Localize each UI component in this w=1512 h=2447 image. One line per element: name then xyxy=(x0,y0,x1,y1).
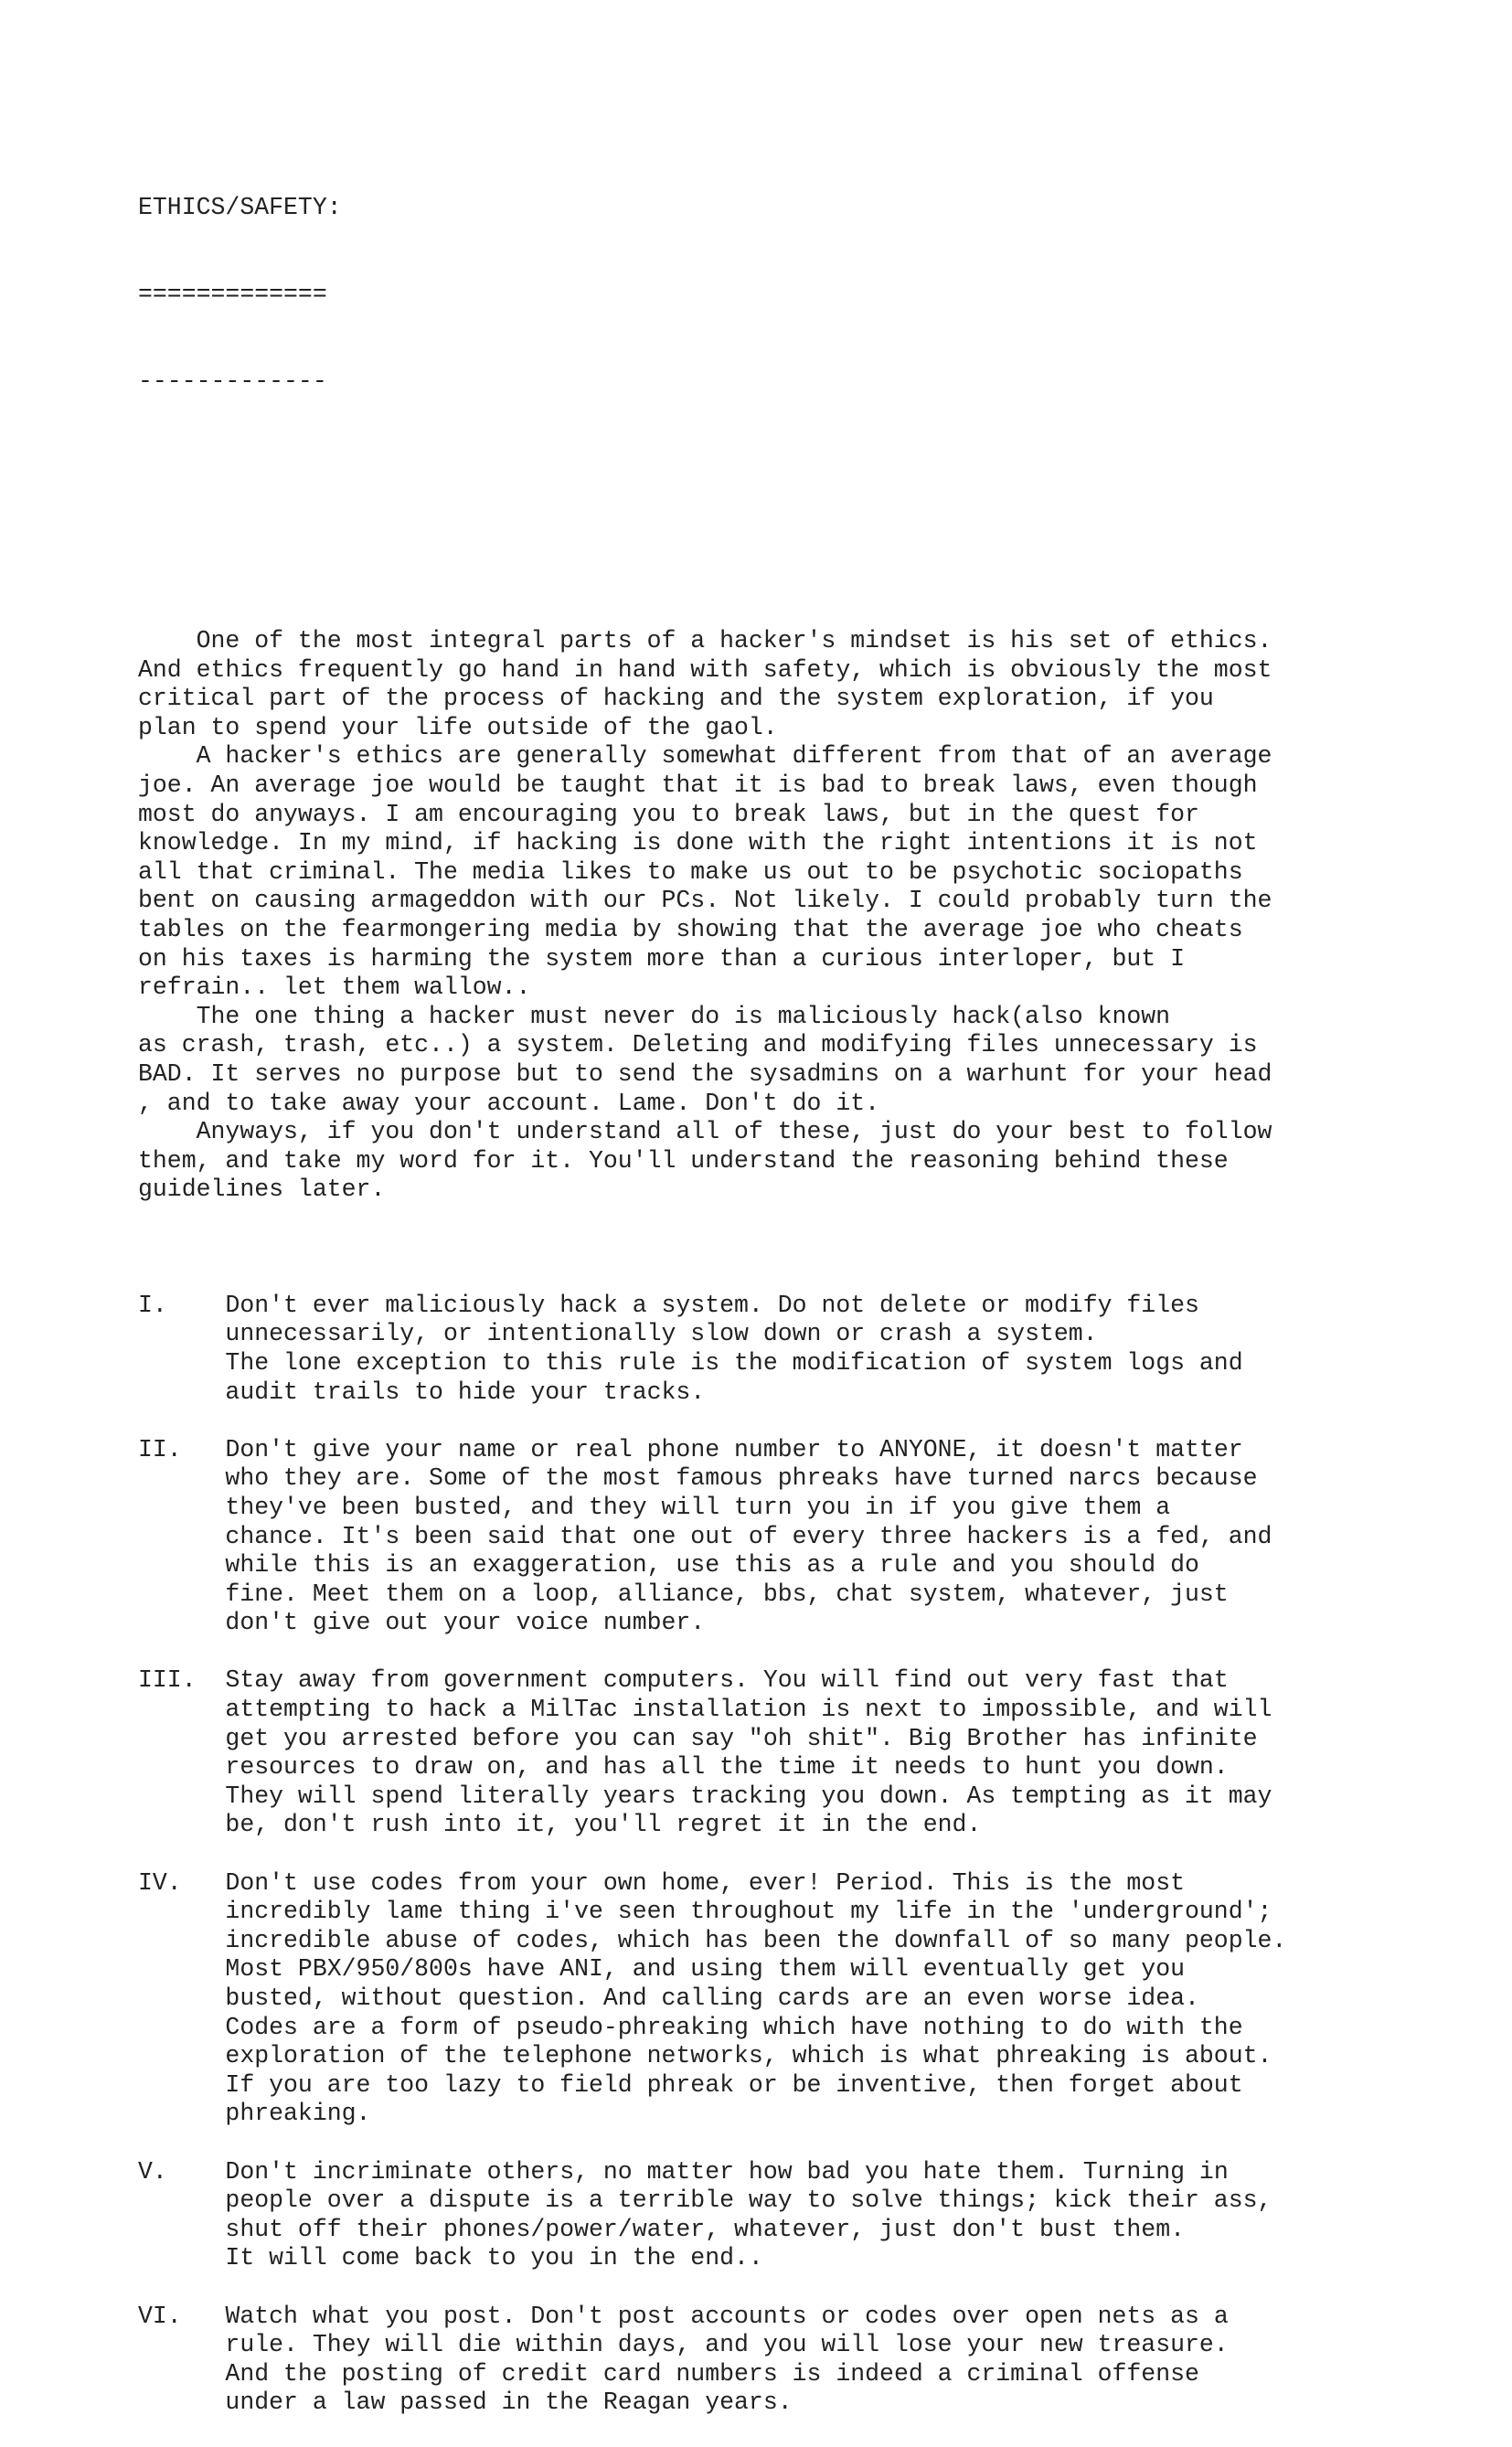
paragraph-line: all that criminal. The media likes to make us out to be psychotic sociopaths xyxy=(138,857,1243,886)
rule-indent xyxy=(138,1349,225,1377)
rule-text: Don't give your name or real phone number to ANYONE, it doesn't matter xyxy=(225,1435,1243,1463)
rule-indent xyxy=(138,2244,225,2271)
rule-line xyxy=(138,2303,1454,2332)
title-double-underline: ============= xyxy=(138,280,327,308)
rule-indent xyxy=(138,2360,225,2388)
title-single-underline: ------------- xyxy=(138,367,327,395)
rule-text: attempting to hack a MilTac installation is next to impossible, and will xyxy=(225,1696,1272,1724)
rule-line xyxy=(138,1320,1454,1349)
paragraph-line: refrain.. let them wallow.. xyxy=(138,973,531,1002)
paragraph-line: as crash, trash, etc..) a system. Deleting and modifying files unnecessary is xyxy=(138,1031,1258,1059)
rule-indent xyxy=(138,2071,225,2099)
paragraph-line: One of the most integral parts of a hacker's mindset is his set of ethics. xyxy=(138,627,1272,655)
rule-indent xyxy=(138,2014,225,2041)
rule-line xyxy=(138,1609,1454,1638)
rule-indent xyxy=(138,1378,225,1406)
rule-text: Stay away from government computers. You will find out very fast that xyxy=(225,1666,1229,1695)
paragraph-line: A hacker's ethics are generally somewhat different from that of an average xyxy=(138,742,1272,771)
rule-indent xyxy=(182,1436,226,1463)
paragraph-line: And ethics frequently go hand in hand with safety, which is obviously the most xyxy=(138,655,1272,684)
paragraph-line: BAD. It serves no purpose but to send the sysadmins on a warhunt for your head xyxy=(138,1060,1272,1088)
rule-line xyxy=(138,1753,1454,1782)
rule-text: Don't use codes from your own home, ever! Period. This is the most xyxy=(225,1868,1186,1897)
rule-line xyxy=(138,2100,1454,2129)
rule-item xyxy=(138,1292,1454,1407)
rule-indent xyxy=(138,1753,225,1781)
rule-text: they've been busted, and they will turn you in if you give them a xyxy=(225,1493,1171,1521)
rule-line xyxy=(138,1782,1454,1812)
rule-item xyxy=(138,1436,1454,1638)
spacer xyxy=(138,2273,1454,2303)
rule-indent xyxy=(138,1696,225,1723)
paragraph-line: critical part of the process of hacking and the system exploration, if you xyxy=(138,685,1214,713)
intro-paragraph xyxy=(138,1118,1454,1205)
rule-indent xyxy=(138,1984,225,2012)
rule-text: Don't incriminate others, no matter how bad you hate them. Turning in xyxy=(225,2157,1229,2186)
rule-line xyxy=(138,1378,1454,1408)
rule-numeral: II. xyxy=(138,1435,182,1463)
rule-text: be, don't rush into it, you'll regret it in the end. xyxy=(225,1811,982,1839)
rule-indent xyxy=(138,1955,225,1983)
rule-text: who they are. Some of the most famous phreaks have turned narcs because xyxy=(225,1464,1258,1493)
rule-text: And the posting of credit card numbers is indeed a criminal offense xyxy=(225,2359,1199,2388)
rule-text: Watch what you post. Don't post accounts or codes over open nets as a xyxy=(225,2302,1229,2330)
rule-line xyxy=(138,1811,1454,1840)
spacer xyxy=(138,2129,1454,2158)
rule-text: Codes are a form of pseudo-phreaking which have nothing to do with the xyxy=(225,2013,1243,2041)
rule-text: incredibly lame thing i've seen throughout my life in the 'underground'; xyxy=(225,1898,1272,1926)
rule-line xyxy=(138,2331,1454,2360)
rule-text: If you are too lazy to field phreak or be inventive, then forget about xyxy=(225,2070,1243,2099)
spacer xyxy=(138,1840,1454,1869)
rule-text: chance. It's been said that one out of every three hackers is a fed, and xyxy=(225,1522,1272,1550)
section-title: ETHICS/SAFETY: xyxy=(138,194,342,222)
spacer xyxy=(138,1262,1454,1292)
rule-item xyxy=(138,1869,1454,2129)
spacer xyxy=(138,1407,1454,1436)
rule-text: rule. They will die within days, and you will lose your new treasure. xyxy=(225,2331,1229,2359)
rule-indent xyxy=(138,2388,225,2416)
intro-text xyxy=(138,627,1454,1205)
rule-line xyxy=(138,1580,1454,1610)
rule-indent xyxy=(182,2303,226,2330)
rule-line xyxy=(138,2388,1454,2418)
spacer xyxy=(138,1638,1454,1667)
rule-indent xyxy=(138,2100,225,2127)
rule-line xyxy=(138,2216,1454,2245)
rule-indent xyxy=(167,1292,226,1319)
rule-text: exploration of the telephone networks, which is what phreaking is about. xyxy=(225,2042,1272,2070)
rule-line xyxy=(138,1349,1454,1378)
paragraph-line: tables on the fearmongering media by showing that the average joe who cheats xyxy=(138,916,1243,944)
rule-line xyxy=(138,2014,1454,2043)
rule-indent xyxy=(138,2186,225,2214)
rule-indent xyxy=(138,2331,225,2358)
rule-indent xyxy=(138,1551,225,1579)
paragraph-line: Anyways, if you don't understand all of these, just do your best to follow xyxy=(138,1118,1272,1146)
paragraph-line: , and to take away your account. Lame. Don't do it. xyxy=(138,1089,880,1117)
spacer xyxy=(138,540,1454,569)
rule-indent xyxy=(138,1464,225,1492)
rule-line xyxy=(138,2071,1454,2101)
rule-text: The lone exception to this rule is the modification of system logs and xyxy=(225,1348,1243,1377)
rule-text: busted, without question. And calling cards are an even worse idea. xyxy=(225,1984,1199,2012)
spacer xyxy=(138,454,1454,484)
intro-paragraph xyxy=(138,627,1454,742)
rule-text: fine. Meet them on a loop, alliance, bbs, chat system, whatever, just xyxy=(225,1580,1229,1608)
rule-indent xyxy=(197,1666,226,1694)
rule-indent xyxy=(138,2042,225,2069)
rule-indent xyxy=(138,1609,225,1636)
rule-line xyxy=(138,2186,1454,2216)
rule-indent xyxy=(138,1811,225,1838)
rule-line xyxy=(138,1551,1454,1580)
rule-indent xyxy=(138,2216,225,2243)
rule-line xyxy=(138,2244,1454,2273)
paragraph-line: them, and take my word for it. You'll understand the reasoning behind these xyxy=(138,1146,1229,1175)
intro-paragraph xyxy=(138,742,1454,1002)
rule-indent xyxy=(138,1320,225,1347)
rule-text: shut off their phones/power/water, whatever, just don't bust them. xyxy=(225,2215,1185,2243)
paragraph-line: plan to spend your life outside of the gaol. xyxy=(138,713,778,741)
rule-line xyxy=(138,1494,1454,1523)
rule-text: people over a dispute is a terrible way to solve things; kick their ass, xyxy=(225,2186,1272,2215)
rule-line xyxy=(138,1523,1454,1552)
rule-line xyxy=(138,2360,1454,2389)
rule-text: incredible abuse of codes, which has been the downfall of so many people. xyxy=(225,1926,1287,1954)
rule-line xyxy=(138,1464,1454,1494)
rule-numeral: VI. xyxy=(138,2302,182,2330)
rule-text: phreaking. xyxy=(225,2100,371,2128)
paragraph-line: The one thing a hacker must never do is maliciously hack(also known xyxy=(138,1002,1171,1030)
rule-numeral: IV. xyxy=(138,1868,182,1897)
rule-text: get you arrested before you can say "oh shit". Big Brother has infinite xyxy=(225,1724,1258,1752)
paragraph-line: on his taxes is harming the system more than a curious interloper, but I xyxy=(138,944,1185,973)
rule-indent xyxy=(138,1782,225,1810)
rule-line xyxy=(138,1436,1454,1465)
rule-indent xyxy=(138,1523,225,1550)
document-page xyxy=(138,136,1454,2447)
paragraph-line: knowledge. In my mind, if hacking is done with the right intentions it is not xyxy=(138,829,1258,857)
paragraph-line: most do anyways. I am encouraging you to break laws, but in the quest for xyxy=(138,800,1199,828)
paragraph-line: bent on causing armageddon with our PCs. Not likely. I could probably turn the xyxy=(138,887,1272,915)
rule-indent xyxy=(138,1580,225,1608)
rule-line xyxy=(138,1898,1454,1927)
paragraph-line: guidelines later. xyxy=(138,1176,386,1204)
rule-line xyxy=(138,1955,1454,1984)
rule-text: Most PBX/950/800s have ANI, and using them will eventually get you xyxy=(225,1955,1185,1984)
rule-line xyxy=(138,2158,1454,2187)
rule-line xyxy=(138,1927,1454,1956)
rules-list xyxy=(138,1262,1454,2418)
rule-line xyxy=(138,1984,1454,2014)
rule-indent xyxy=(138,1725,225,1752)
rule-indent xyxy=(138,1494,225,1521)
rule-indent xyxy=(167,2158,226,2186)
rule-numeral: V. xyxy=(138,2157,167,2186)
rule-text: while this is an exaggeration, use this as a rule and you should do xyxy=(225,1551,1199,1580)
rule-text: It will come back to you in the end.. xyxy=(225,2244,763,2272)
rule-line xyxy=(138,1869,1454,1899)
rule-line xyxy=(138,1696,1454,1725)
rule-text: under a law passed in the Reagan years. xyxy=(225,2388,793,2417)
rule-line xyxy=(138,2042,1454,2071)
paragraph-line: joe. An average joe would be taught that it is bad to break laws, even though xyxy=(138,771,1258,800)
rule-text: Don't ever maliciously hack a system. Do not delete or modify files xyxy=(225,1291,1199,1319)
rule-numeral: I. xyxy=(138,1291,167,1319)
rule-text: audit trails to hide your tracks. xyxy=(225,1378,706,1406)
rule-item xyxy=(138,1666,1454,1840)
rule-text: don't give out your voice number. xyxy=(225,1609,706,1637)
rule-text: They will spend literally years tracking you down. As tempting as it may xyxy=(225,1782,1272,1810)
rule-item xyxy=(138,2303,1454,2418)
intro-paragraph xyxy=(138,1003,1454,1118)
rule-line xyxy=(138,1292,1454,1321)
rule-text: resources to draw on, and has all the time it needs to hunt you down. xyxy=(225,1753,1229,1782)
rule-indent xyxy=(138,1927,225,1954)
rule-text: unnecessarily, or intentionally slow down or crash a system. xyxy=(225,1320,1098,1348)
rule-indent xyxy=(182,1869,226,1897)
rule-numeral: III. xyxy=(138,1666,197,1695)
rule-line xyxy=(138,1666,1454,1696)
rule-item xyxy=(138,2158,1454,2273)
rule-indent xyxy=(138,1898,225,1925)
rule-line xyxy=(138,1725,1454,1754)
